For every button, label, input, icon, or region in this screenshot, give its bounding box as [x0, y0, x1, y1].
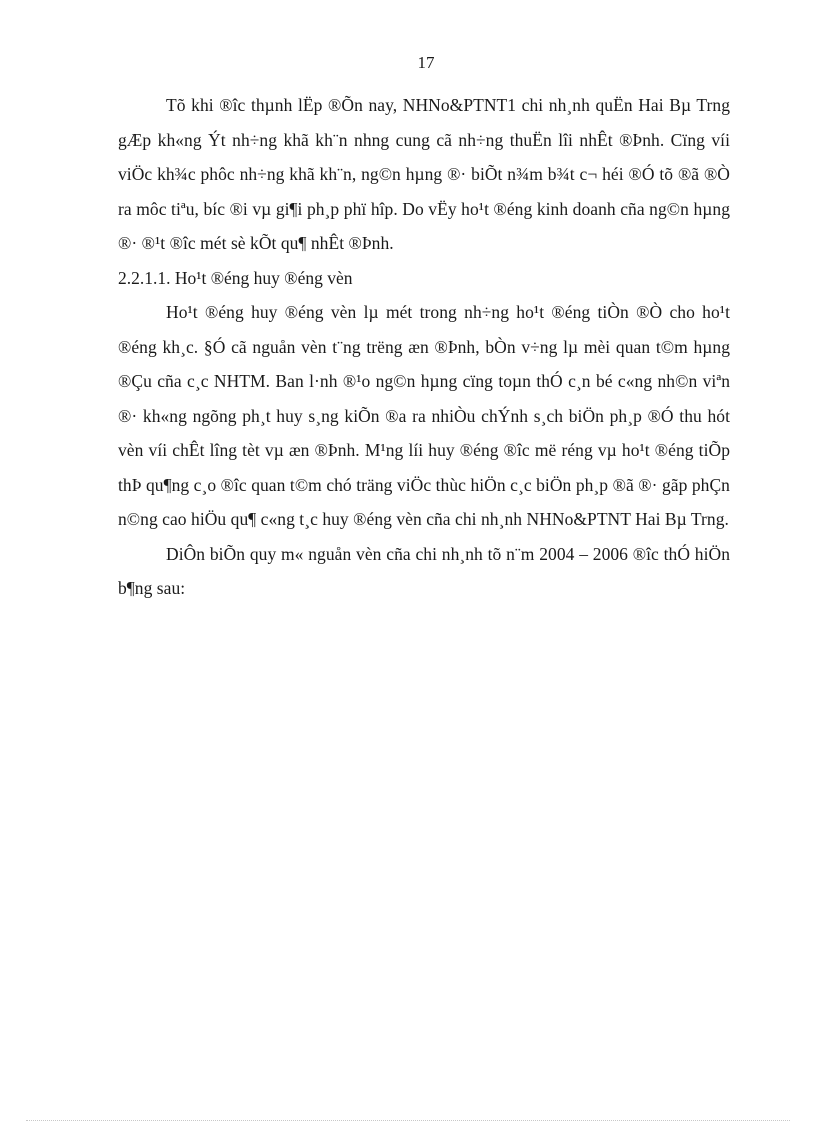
page-number: 17	[417, 53, 435, 72]
section-heading: 2.2.1.1. Ho¹t ®éng huy ®éng vèn	[118, 267, 353, 288]
paragraph-intro: Tõ khi ®îc thµnh lËp ®Õn nay, NHNo&PTNT1 chi nh¸nh quËn Hai Bµ Trng gÆp kh«ng Ýt nh÷ng khã kh¨n nhng cung cã nh÷ng thuËn lîi nhÊt ®Þnh. Cïng víi viÖc kh¾c phôc nh÷ng khã kh¨n, ng©n hµng ®· biÕt n¾m b¾t c¬ héi ®Ó tõ ®ã ®Ò ra môc tiªu, bíc ®i vµ gi¶i ph¸p phï hîp. Do vËy ho¹t ®éng kinh doanh cña ng©n hµng ®· ®¹t ®îc mét sè kÕt qu¶ nhÊt ®Þnh.	[118, 95, 730, 253]
paragraph-capital-mobilization: Ho¹t ®éng huy ®éng vèn lµ mét trong nh÷ng ho¹t ®éng tiÒn ®Ò cho ho¹t ®éng kh¸c. §Ó cã nguån vèn t¨ng trëng æn ®Þnh, bÒn v÷ng lµ mèi quan t©m hµng ®Çu cña c¸c NHTM. Ban l·nh ®¹o ng©n hµng cïng toµn thÓ c¸n bé c«ng nh©n viªn ®· kh«ng ngõng ph¸t huy s¸ng kiÕn ®a ra nhiÒu chÝnh s¸ch biÖn ph¸p ®Ó thu hót vèn víi chÊt lîng tèt vµ æn ®Þnh. M¹ng líi huy ®éng ®îc më réng vµ ho¹t ®éng tiÕp thÞ qu¶ng c¸o ®îc quan t©m chó träng viÖc thùc hiÖn c¸c biÖn ph¸p ®ã ®· gãp phÇn n©ng cao hiÖu qu¶ c«ng t¸c huy ®éng vèn cña chi nh¸nh NHNo&PTNT Hai Bµ Trng.	[118, 302, 730, 529]
document-body	[118, 88, 730, 606]
page-bottom-border	[26, 1120, 790, 1121]
paragraph-table-intro: DiÔn biÕn quy m« nguån vèn cña chi nh¸nh tõ n¨m 2004 – 2006 ®îc thÓ hiÖn b¶ng sau:	[118, 543, 730, 598]
